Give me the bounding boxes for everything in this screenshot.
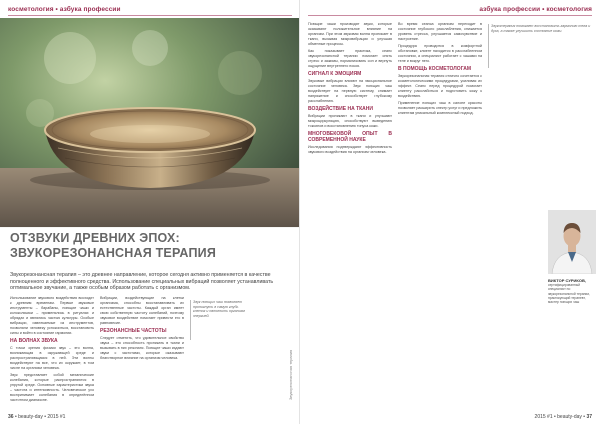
sidenote-bar xyxy=(190,300,191,340)
author-portrait xyxy=(548,210,596,274)
paragraph: Исследования подтверждают эффективность звукового воздействия на организм человека. xyxy=(308,145,392,154)
article-title xyxy=(0,227,300,269)
paragraph: Звуковые вибрации влияют на эмоциональное состояние человека. Звук поющих чаш воздействует на нервную систему, снимает напряжение и способствует глубокому расслаблению. xyxy=(308,79,392,103)
section-heading: НА ВОЛНАХ ЗВУКА xyxy=(10,338,58,344)
sidenote-bar xyxy=(488,24,489,68)
magazine-name: beauty-day xyxy=(18,414,43,420)
paragraph: Использование звукового воздействия восходит к древним временам. Первые звуковые инструменты – барабаны, поющие чаши и колокольчики – применялись в ритуалах и обрядах и являлись частью культуры. Особые вибрации, извлекаемые из инструментов, позволяли человеку успокоиться, восстановить силы и войти в состояние гармонии. xyxy=(10,296,94,335)
sidenote-left: Звук поющих чаш позволяет проникнуть в самую глубь клеток и наполнить организм энергией. xyxy=(193,300,245,318)
section-heading: РЕЗОНАНСНЫЕ ЧАСТОТЫ xyxy=(100,328,167,334)
section-heading: СИГНАЛ К ЭМОЦИЯМ xyxy=(308,71,362,77)
left-column-1 xyxy=(10,296,94,408)
rubric-right: азбука профессии • косметология xyxy=(479,6,592,13)
paragraph: Поющие чаши производят звуки, которые оказывают положительное влияние на организм. При этом звуковая волна проникает в ткани, вызывая микровибрации и улучшая обменные процессы. xyxy=(308,22,392,46)
right-page xyxy=(300,0,600,424)
footer-right: 2015 #1 • beauty-day • 37 xyxy=(534,414,592,420)
page-number: 37 xyxy=(586,414,592,420)
paragraph: Вибрации проникают в ткани и улучшают микроциркуляцию, способствуют выведению токсинов и восстановлению тонуса кожи. xyxy=(308,114,392,128)
paragraph: Вибрации, воздействующие на клетки организма, способны восстанавливать их естественные частоты. Каждый орган имеет свою собственную частоту колебаний, поэтому звуковое воздействие помогает привести его в равновесие. xyxy=(100,296,184,325)
page-number: 36 xyxy=(8,414,14,420)
rubric-divider xyxy=(308,15,592,16)
paragraph: Применение поющих чаш в салоне красоты позволяет расширить спектр услуг и предложить клиентам уникальный комплексный подход. xyxy=(398,101,482,115)
singing-bowl-illustration xyxy=(0,18,300,228)
right-column-1 xyxy=(308,22,392,407)
issue-number: 2015 #1 xyxy=(47,414,66,420)
article-lead: Звукорезонансная терапия – это древнее направление, которое сегодня активно применяется в качестве полноценного и эффективного средства. Использование специальных вибраций позволяет устанавливать оптимальное звучание, а также особым образом работать с организмом. xyxy=(10,272,274,292)
section-heading: МНОГОВЕКОВОЙ ОПЫТ В СОВРЕМЕННОЙ НАУКЕ xyxy=(308,131,392,143)
author-bio: сертифицированный специалист по звукорезонансной терапии, практикующий терапевт, мастер поющих чаш xyxy=(548,283,590,305)
section-heading: В ПОМОЩЬ КОСМЕТОЛОГАМ xyxy=(398,66,471,72)
vertical-caption: Звукорезонансная терапия xyxy=(288,349,293,400)
author-photo-illustration xyxy=(548,210,596,274)
author-name: ВИКТОР СУРИКОВ, xyxy=(548,278,586,283)
paragraph: Как показывает практика, сеанс звукорезонансной терапии помогает снять стресс и зажимы, нормализовать сон и вернуть ощущение внутреннего покоя. xyxy=(308,49,392,68)
paragraph: Звук представляет собой механические колебания, которые распространяются в упругой среде. Основные характеристики звука – частота и интенсивность. Человеческое ухо воспринимает колебания в определённом частотном диапазоне. xyxy=(10,373,94,402)
footer-left: 36 • beauty-day • 2015 #1 xyxy=(8,414,66,420)
left-column-2 xyxy=(100,296,184,408)
paragraph: Во время сеанса организм переходит в состояние глубокого расслабления, снижается уровень стресса, улучшается самочувствие и настроение. xyxy=(398,22,482,41)
paragraph: Следует отметить, что удивительное свойство звука – это способность проникать в ткани и вызывать в них резонанс. Поющие чаши издают звуки с частотами, которые оказывают благотворное влияние на организм человека. xyxy=(100,336,184,360)
paragraph: Звукорезонансная терапия отлично сочетается с косметологическими процедурами, усиливая их эффект. Сеанс перед процедурой помогает клиенту расслабиться и подготовить кожу к воздействию. xyxy=(398,74,482,98)
singing-bowl-photo xyxy=(0,18,300,228)
rubric-left: косметология • азбука профессии xyxy=(8,6,121,13)
article-title-line1: ОТЗВУКИ ДРЕВНИХ ЭПОХ: xyxy=(10,231,180,245)
paragraph: Процедура проводится в комфортной обстановке, клиент находится в расслабленном состоянии, а специалист работает с чашами на теле и вокруг него. xyxy=(398,44,482,63)
sidenote-right: Звукотерапия помогает восстановить гармонию тела и духа, а также улучшить состояние кожи. xyxy=(491,24,591,33)
issue-number: 2015 #1 xyxy=(534,414,553,420)
magazine-name: beauty-day xyxy=(557,414,582,420)
rubric-divider xyxy=(8,15,292,16)
paragraph: С точки зрения физики звук – это волна, возникающая в окружающей среде и распространяющаяся в ней. Эти волны воздействуют на все, что их окружает, в том числе на организм человека. xyxy=(10,346,94,370)
section-heading: ВОЗДЕЙСТВИЕ НА ТКАНИ xyxy=(308,106,373,112)
right-column-2 xyxy=(398,22,482,407)
article-title-line2: ЗВУКОРЕЗОНАНСНАЯ ТЕРАПИЯ xyxy=(10,246,217,260)
